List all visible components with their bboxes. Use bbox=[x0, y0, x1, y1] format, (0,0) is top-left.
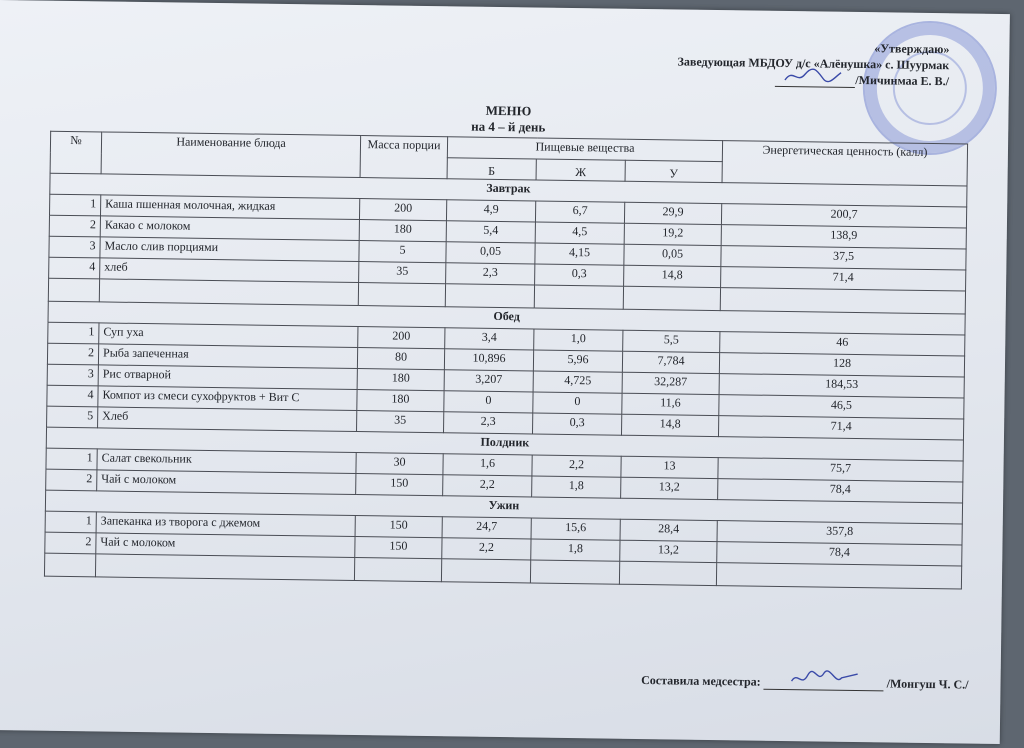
carbs-value bbox=[623, 286, 720, 310]
footer-label: Составила медсестра: bbox=[641, 673, 761, 689]
row-num bbox=[44, 553, 95, 577]
protein-value: 0 bbox=[444, 391, 533, 413]
carbs-value: 7,784 bbox=[622, 351, 719, 373]
energy-value: 37,5 bbox=[721, 246, 966, 270]
energy-value bbox=[720, 288, 965, 314]
fat-value: 15,6 bbox=[531, 518, 620, 540]
portion-mass: 180 bbox=[357, 390, 444, 412]
portion-mass: 80 bbox=[357, 348, 444, 370]
portion-mass: 35 bbox=[359, 262, 446, 284]
portion-mass bbox=[358, 283, 445, 307]
row-num: 3 bbox=[49, 236, 100, 258]
row-num bbox=[48, 278, 99, 302]
protein-value: 10,896 bbox=[444, 349, 533, 371]
header-nutrients: Пищевые вещества bbox=[447, 137, 722, 162]
fat-value: 4,725 bbox=[533, 371, 622, 393]
title-day: на 4 – й день bbox=[471, 118, 546, 135]
row-num: 4 bbox=[49, 257, 100, 279]
header-mass: Масса порции bbox=[360, 136, 448, 179]
fat-value: 4,5 bbox=[535, 222, 624, 244]
portion-mass: 150 bbox=[356, 474, 443, 496]
energy-value: 128 bbox=[719, 353, 964, 377]
header-fat: Ж bbox=[536, 159, 625, 181]
dish-name: Компот из смеси сухофруктов + Вит С bbox=[98, 386, 357, 411]
document-title bbox=[438, 102, 578, 136]
protein-value bbox=[441, 559, 530, 583]
fat-value: 0 bbox=[533, 392, 622, 414]
row-num: 5 bbox=[47, 406, 98, 428]
row-num: 2 bbox=[46, 469, 97, 491]
protein-value: 1,6 bbox=[443, 454, 532, 476]
carbs-value bbox=[619, 561, 716, 585]
energy-value: 71,4 bbox=[721, 267, 966, 291]
fat-value: 1,0 bbox=[534, 329, 623, 351]
header-energy: Энергетическая ценность (калл) bbox=[722, 141, 968, 186]
section-title: Обед bbox=[48, 301, 965, 335]
fat-value: 4,15 bbox=[535, 243, 624, 265]
energy-value: 71,4 bbox=[718, 416, 963, 440]
fat-value: 6,7 bbox=[535, 201, 624, 223]
row-num: 2 bbox=[45, 532, 96, 554]
row-num: 2 bbox=[47, 343, 98, 365]
nurse-signature-scribble bbox=[790, 669, 860, 690]
header-protein: Б bbox=[447, 158, 536, 180]
portion-mass: 30 bbox=[356, 453, 443, 475]
signature-line bbox=[775, 72, 855, 88]
approval-position: Заведующая МБДОУ д/с «Алёнушка» с. Шуурмак bbox=[677, 54, 950, 73]
header-carbs: У bbox=[625, 160, 722, 182]
energy-value bbox=[716, 563, 961, 589]
protein-value: 2,3 bbox=[444, 412, 533, 434]
energy-value: 200,7 bbox=[721, 204, 966, 228]
protein-value bbox=[445, 284, 534, 308]
protein-value: 4,9 bbox=[446, 200, 535, 222]
menu-table bbox=[44, 131, 968, 590]
protein-value: 3,207 bbox=[444, 370, 533, 392]
dish-name: Каша пшенная молочная, жидкая bbox=[100, 195, 359, 220]
energy-value: 46 bbox=[720, 332, 965, 356]
dish-name bbox=[95, 554, 354, 581]
nurse-signature-line bbox=[764, 675, 884, 692]
header-name: Наименование блюда bbox=[101, 132, 361, 178]
fat-value: 0,3 bbox=[535, 264, 624, 286]
carbs-value: 14,8 bbox=[624, 265, 721, 287]
dish-name: Суп уха bbox=[99, 323, 358, 348]
energy-value: 357,8 bbox=[717, 521, 962, 545]
footer-name: /Монгуш Ч. С./ bbox=[886, 676, 969, 692]
dish-name: Салат свекольник bbox=[97, 449, 356, 474]
section-title: Полдник bbox=[46, 427, 963, 461]
footer bbox=[641, 673, 969, 693]
fat-value: 2,2 bbox=[532, 455, 621, 477]
protein-value: 2,2 bbox=[442, 538, 531, 560]
approval-name: /Мичинмаа Е. В./ bbox=[855, 72, 950, 89]
protein-value: 2,3 bbox=[446, 263, 535, 285]
fat-value: 0,3 bbox=[532, 413, 621, 435]
portion-mass bbox=[354, 558, 441, 582]
row-num: 4 bbox=[47, 385, 98, 407]
fat-value: 1,8 bbox=[531, 539, 620, 561]
row-num: 1 bbox=[48, 322, 99, 344]
header-num: № bbox=[50, 131, 102, 174]
protein-value: 0,05 bbox=[446, 242, 535, 264]
carbs-value: 13,2 bbox=[621, 477, 718, 499]
protein-value: 2,2 bbox=[443, 475, 532, 497]
energy-value: 138,9 bbox=[721, 225, 966, 249]
dish-name: Запеканка из творога с джемом bbox=[96, 512, 355, 537]
energy-value: 46,5 bbox=[719, 395, 964, 419]
carbs-value: 13 bbox=[621, 456, 718, 478]
dish-name: Хлеб bbox=[98, 407, 357, 432]
section-title: Завтрак bbox=[50, 173, 967, 207]
dish-name: Рыба запеченная bbox=[98, 344, 357, 369]
fat-value: 1,8 bbox=[532, 476, 621, 498]
title-menu: МЕНЮ bbox=[485, 102, 532, 119]
portion-mass: 200 bbox=[359, 199, 446, 221]
portion-mass: 35 bbox=[357, 411, 444, 433]
fat-value: 5,96 bbox=[533, 350, 622, 372]
energy-value: 184,53 bbox=[719, 374, 964, 398]
approval-signature-row bbox=[677, 69, 949, 89]
row-num: 3 bbox=[47, 364, 98, 386]
protein-value: 5,4 bbox=[446, 221, 535, 243]
row-num: 2 bbox=[49, 215, 100, 237]
portion-mass: 150 bbox=[355, 516, 442, 538]
approval-heading: «Утверждаю» bbox=[874, 41, 950, 57]
carbs-value: 0,05 bbox=[624, 244, 721, 266]
fat-value bbox=[530, 560, 619, 584]
carbs-value: 11,6 bbox=[622, 393, 719, 415]
row-num: 1 bbox=[49, 194, 100, 216]
dish-name: Чай с молоком bbox=[96, 533, 355, 558]
dish-name: Масло слив порциями bbox=[100, 237, 359, 262]
dish-name: хлеб bbox=[100, 258, 359, 283]
portion-mass: 5 bbox=[359, 241, 446, 263]
protein-value: 24,7 bbox=[442, 517, 531, 539]
portion-mass: 180 bbox=[359, 220, 446, 242]
portion-mass: 200 bbox=[358, 327, 445, 349]
dish-name: Какао с молоком bbox=[100, 216, 359, 241]
carbs-value: 13,2 bbox=[620, 540, 717, 562]
carbs-value: 5,5 bbox=[623, 330, 720, 352]
fat-value bbox=[534, 285, 623, 309]
menu-body bbox=[44, 173, 967, 589]
protein-value: 3,4 bbox=[445, 328, 534, 350]
approval-block bbox=[677, 37, 949, 89]
dish-name: Чай с молоком bbox=[97, 470, 356, 495]
row-num: 1 bbox=[46, 448, 97, 470]
row-num: 1 bbox=[45, 511, 96, 533]
section-title: Ужин bbox=[45, 490, 962, 524]
carbs-value: 28,4 bbox=[620, 519, 717, 541]
energy-value: 75,7 bbox=[718, 458, 963, 482]
portion-mass: 180 bbox=[357, 369, 444, 391]
dish-name: Рис отварной bbox=[98, 365, 357, 390]
carbs-value: 19,2 bbox=[624, 223, 721, 245]
signature-scribble bbox=[783, 66, 843, 87]
energy-value: 78,4 bbox=[717, 542, 962, 566]
carbs-value: 29,9 bbox=[624, 202, 721, 224]
portion-mass: 150 bbox=[355, 537, 442, 559]
energy-value: 78,4 bbox=[718, 479, 963, 503]
carbs-value: 14,8 bbox=[621, 414, 718, 436]
carbs-value: 32,287 bbox=[622, 372, 719, 394]
